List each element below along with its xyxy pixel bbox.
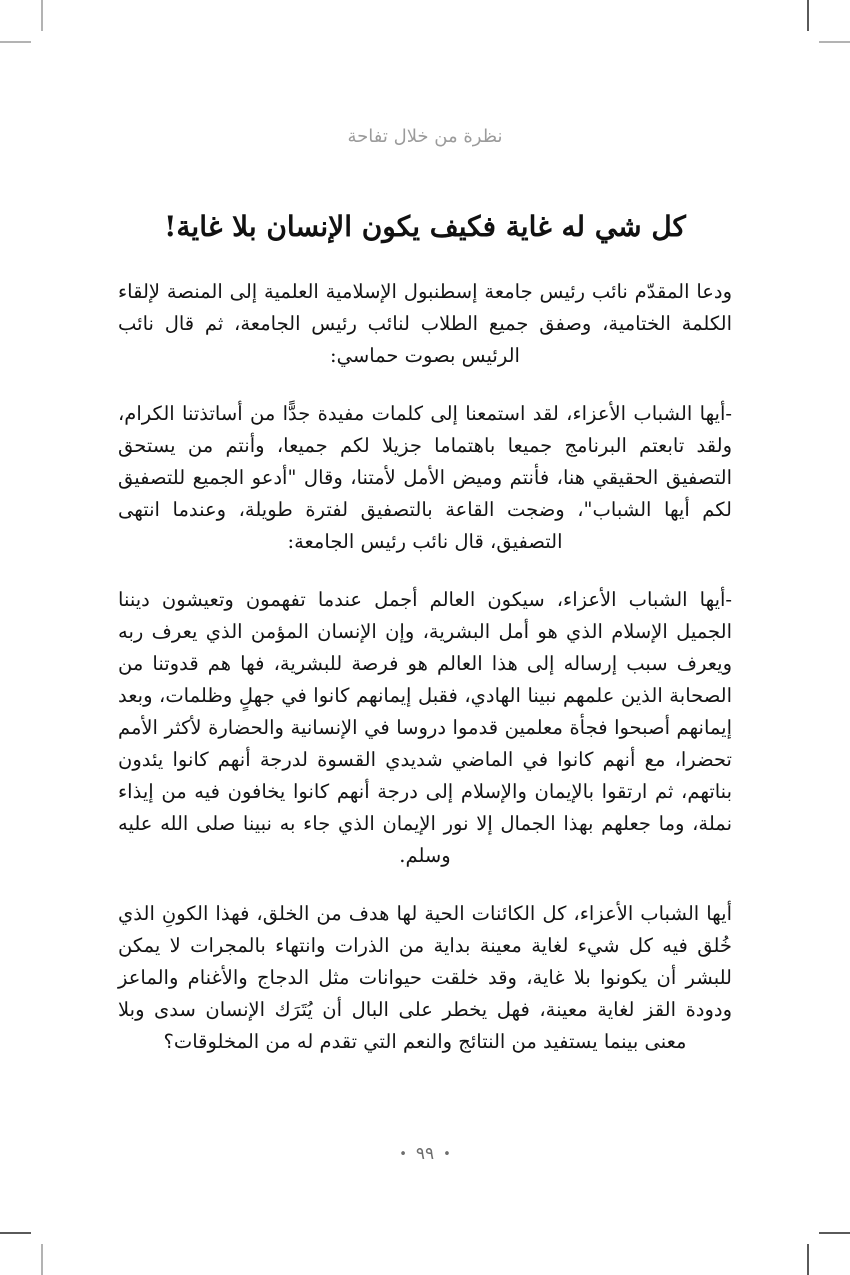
body-paragraph: -أيها الشباب الأعزاء، لقد استمعنا إلى كلمات مفيدة جدًّا من أساتذتنا الكرام، ولقد تابعتم البرنامج جميعا باهتماما جزيلا لكم جميعا، وأنتم من يستحق التصفيق الحقيقي هنا، فأنتم وميض الأمل لأمتنا، وقال "أدعو الجميع للتصفيق لكم أيها الشباب"، وضجت القاعة بالتصفيق لفترة طويلة، وعندما انتهى التصفيق، قال نائب رئيس الجامعة:: [118, 402, 732, 554]
body-paragraph: أيها الشباب الأعزاء، كل الكائنات الحية لها هدف من الخلق، فهذا الكونِ الذي خُلق فيه كل شيء لغاية معينة بداية من الذرات وانتهاء بالمجرات لا يمكن للبشر أن يكونوا بلا غاية، وقد خلقت حيوانات مثل الدجاج والأغنام والماعز ودودة القز لغاية معينة، فهل يخطر على البال أن يُتَرَك الإنسان سدى وبلا معنى بينما يستفيد من النتائج والنعم التي تقدم له من المخلوقات؟: [118, 902, 732, 1054]
page-number-value: ٩٩: [415, 1144, 435, 1164]
body-paragraph: ودعا المقدّم نائب رئيس جامعة إسطنبول الإسلامية العلمية إلى المنصة لإلقاء الكلمة الختامية، وصفق جميع الطلاب لنائب رئيس الجامعة، ثم قال نائب الرئيس بصوت حماسي:: [118, 280, 732, 368]
body-paragraph: -أيها الشباب الأعزاء، سيكون العالم أجمل عندما تفهمون وتعيشون ديننا الجميل الإسلام الذي هو أمل البشرية، وإن الإنسان المؤمن الذي يعرف ربه ويعرف سبب إرساله إلى هذا العالم هو فرصة للبشرية، فها هم قدوتنا من الصحابة الذين علمهم نبينا الهادي، فقبل إيمانهم كانوا في جهلٍ وظلمات، وبعد إيمانهم أصبحوا فجأة معلمين قدموا دروسا في الإنسانية والحضارة لأكثر الأمم تحضرا، مع أنهم كانوا في الماضي شديدي القسوة لدرجة أنهم كانوا يئدون بناتهم، ثم ارتقوا بالإيمان والإسلام إلى درجة أنهم كانوا يخافون فيه من إيذاء نملة، وما جعلهم بهذا الجمال إلا نور الإيمان الذي جاء به نبينا صلى الله عليه وسلم.: [118, 588, 732, 868]
crop-mark-bottom-right-vertical: [807, 1244, 809, 1275]
running-head: نظرة من خلال تفاحة: [347, 126, 503, 147]
crop-mark-bottom-right-horizontal: [819, 1232, 850, 1234]
crop-mark-top-right-horizontal: [819, 41, 850, 43]
chapter-title: كل شي له غاية فكيف يكون الإنسان بلا غاية!: [164, 209, 686, 243]
crop-mark-bottom-left-horizontal: [0, 1232, 31, 1234]
page-number-dot-right: •: [443, 1147, 451, 1162]
page-content: [118, 118, 732, 1058]
crop-mark-bottom-left-vertical: [41, 1244, 43, 1275]
page-number: [0, 1146, 850, 1164]
page-number-dot-left: •: [399, 1147, 407, 1162]
crop-mark-top-right-vertical: [807, 0, 809, 31]
crop-mark-top-left-horizontal: [0, 41, 31, 43]
crop-mark-top-left-vertical: [41, 0, 43, 31]
